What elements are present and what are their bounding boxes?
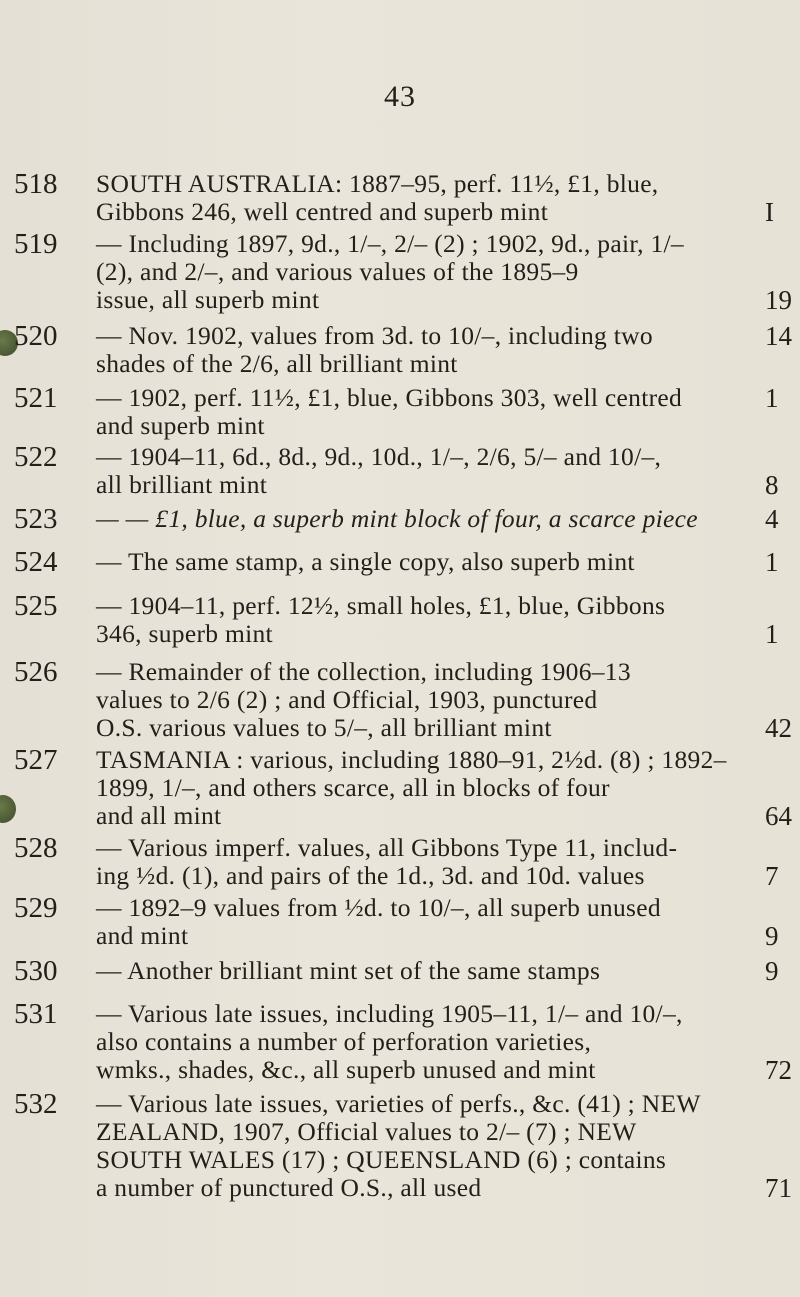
binder-hole: [0, 795, 16, 823]
lot-number: 529: [14, 892, 58, 924]
lot-description: — The same stamp, a single copy, also superb mint: [96, 547, 635, 576]
lot-number: 518: [14, 168, 58, 200]
lot-price: 9: [765, 957, 779, 985]
lot-description: — Nov. 1902, values from 3d. to 10/–, including two shades of the 2/6, all brilliant mint: [96, 321, 653, 378]
lot-number: 520: [14, 320, 58, 352]
lot-description: SOUTH AUSTRALIA: 1887–95, perf. 11½, £1, blue, Gibbons 246, well centred and superb mint: [96, 169, 659, 226]
lot-price: 14: [765, 322, 792, 350]
page-number: 43: [384, 80, 416, 113]
lot-price: 1: [765, 548, 779, 576]
lot-price: 9: [765, 922, 779, 950]
lot-price: 42: [765, 714, 792, 742]
lot-description: — Another brilliant mint set of the same stamps: [96, 956, 601, 985]
lot-number: 528: [14, 832, 58, 864]
lot-price: 72: [765, 1056, 792, 1084]
lot-number: 527: [14, 744, 58, 776]
lot-price: 1: [765, 384, 779, 412]
lot-number: 525: [14, 590, 58, 622]
lot-number: 524: [14, 546, 58, 578]
lot-price: I: [765, 198, 774, 226]
lot-price: 7: [765, 862, 779, 890]
lot-price: 19: [765, 286, 792, 314]
lot-description: — — £1, blue, a superb mint block of four, a scarce piece: [96, 504, 698, 533]
lot-number: 531: [14, 998, 58, 1030]
lot-number: 530: [14, 955, 58, 987]
lot-description: — 1904–11, perf. 12½, small holes, £1, blue, Gibbons 346, superb mint: [96, 591, 666, 648]
lot-description: — Various late issues, varieties of perfs., &c. (41) ; NEW ZEALAND, 1907, Official values to 2/– (7) ; NEW SOUTH WALES (17) ; QUEENSLAND (6) ; contains a number of punctured O.S., all used: [96, 1089, 701, 1202]
lot-description: — 1902, perf. 11½, £1, blue, Gibbons 303, well centred and superb mint: [96, 383, 683, 440]
lot-description: — Various imperf. values, all Gibbons Type 11, includ- ing ½d. (1), and pairs of the 1d., 3d. and 10d. values: [96, 833, 678, 890]
lot-description: — 1892–9 values from ½d. to 10/–, all superb unused and mint: [96, 893, 661, 950]
lot-description: — Remainder of the collection, including 1906–13 values to 2/6 (2) ; and Official, 1903, punctured O.S. various values to 5/–, all brilliant mint: [96, 657, 631, 742]
lot-number: 521: [14, 382, 58, 414]
lot-number: 519: [14, 228, 58, 260]
lot-number: 526: [14, 656, 58, 688]
lot-description: — 1904–11, 6d., 8d., 9d., 10d., 1/–, 2/6, 5/– and 10/–, all brilliant mint: [96, 442, 662, 499]
lot-description: — Various late issues, including 1905–11, 1/– and 10/–, also contains a number of perforation varieties, wmks., shades, &c., all superb unused and mint: [96, 999, 683, 1084]
lot-description: TASMANIA : various, including 1880–91, 2½d. (8) ; 1892– 1899, 1/–, and others scarce, all in blocks of four and all mint: [96, 745, 727, 830]
lot-number: 532: [14, 1088, 58, 1120]
lot-number: 522: [14, 441, 58, 473]
lot-price: 4: [765, 505, 779, 533]
lot-description: — Including 1897, 9d., 1/–, 2/– (2) ; 1902, 9d., pair, 1/– (2), and 2/–, and various values of the 1895–9 issue, all superb mint: [96, 229, 684, 314]
lot-number: 523: [14, 503, 58, 535]
lot-price: 1: [765, 620, 779, 648]
lot-price: 64: [765, 802, 792, 830]
lot-price: 8: [765, 471, 779, 499]
lot-price: 71: [765, 1174, 792, 1202]
